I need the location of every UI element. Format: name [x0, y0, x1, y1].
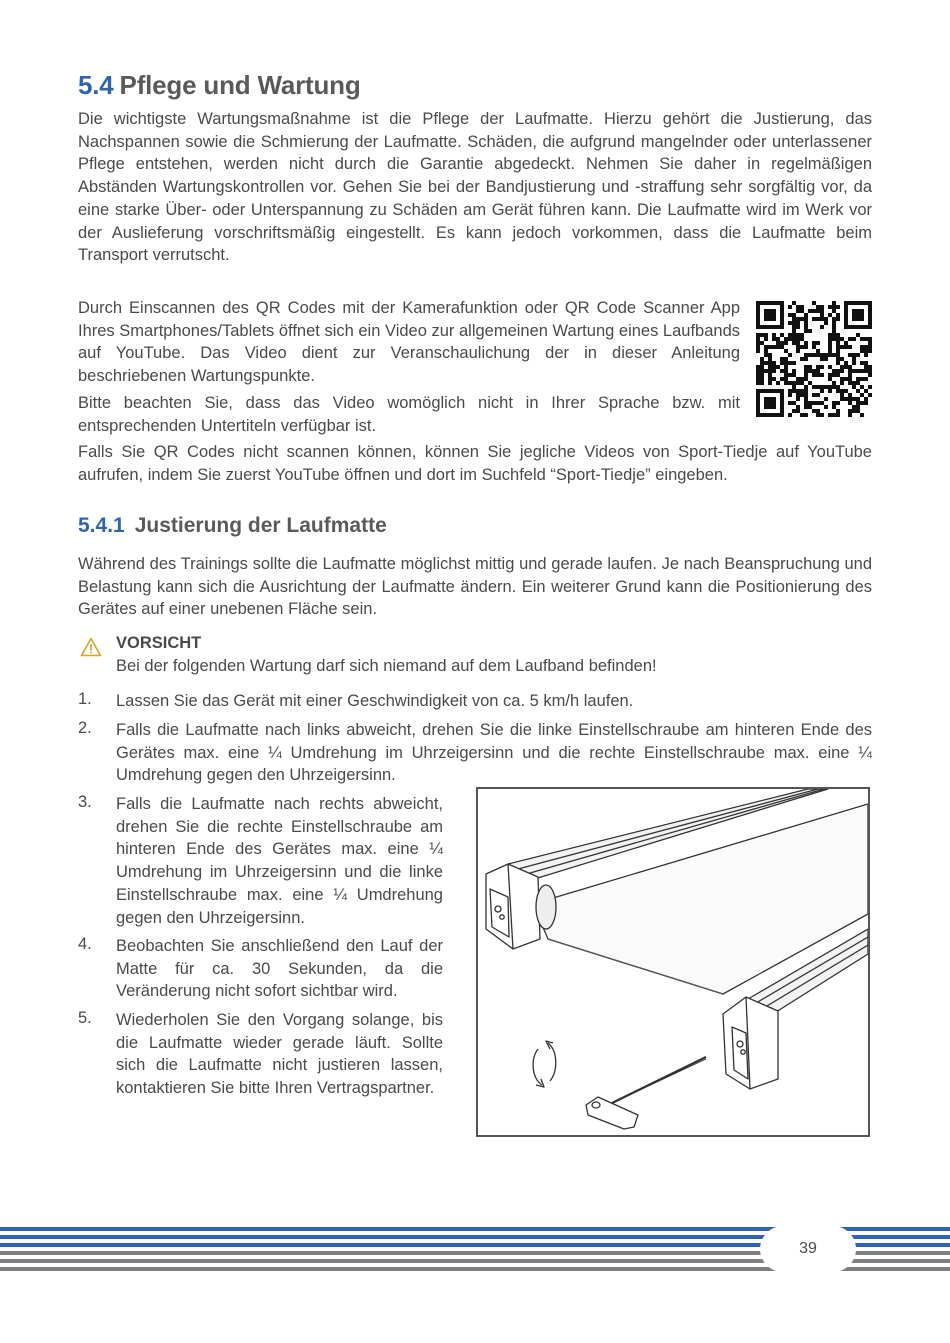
step-number: 4.	[78, 935, 92, 953]
step-text: Wiederholen Sie den Vorgang solange, bis die Laufmatte wieder gerade läuft. Sollte sich die Laufmatte nicht justieren lassen, kontaktieren Sie bitte Ihren Vertragspartner.	[116, 1011, 443, 1098]
qr-code-icon[interactable]	[756, 301, 872, 417]
step-text: Beobachten Sie anschließend den Lauf der Matte für ca. 30 Sekunden, da die Veränderung nicht sofort sichtbar wird.	[116, 937, 443, 1001]
step-number: 1.	[78, 690, 92, 708]
step-text: Falls die Laufmatte nach rechts abweicht, drehen Sie die rechte Einstellschraube am hinteren Ende des Gerätes max. eine ¼ Umdrehung im Uhrzeigersinn und die linke Einstellschraube max. eine ¼ Umdrehung gegen den Uhrzeigersinn.	[116, 795, 443, 927]
step-number: 2.	[78, 719, 92, 737]
youtube-note-paragraph: Falls Sie QR Codes nicht scannen können, können Sie jegliche Videos von Sport-Tiedje auf YouTube aufrufen, indem Sie zuerst YouTube öffnen und dort im Suchfeld “Sport-Tiedje” eingeben.	[78, 443, 872, 484]
subsection-title: Justierung der Laufmatte	[134, 514, 387, 537]
section-heading	[78, 70, 361, 101]
page-number: 39	[760, 1226, 856, 1272]
treadmill-drawing	[478, 789, 868, 1135]
caution-title: VORSICHT	[116, 634, 202, 652]
caution-text: Bei der folgenden Wartung darf sich niemand auf dem Laufband befinden!	[116, 657, 657, 675]
qr-description-paragraph: Durch Einscannen des QR Codes mit der Kamerafunktion oder QR Code Scanner App Ihres Smartphones/Tablets öffnet sich ein Video zur allgemeinen Wartung eines Laufbands auf YouTube. Das Video dient zur Veranschaulichung der in dieser Anleitung beschriebenen Wartungspunkte.	[78, 299, 740, 386]
warning-triangle-icon	[80, 637, 102, 657]
language-note-paragraph: Bitte beachten Sie, dass das Video womöglich nicht in Ihrer Sprache bzw. mit entsprechenden Untertiteln verfügbar ist.	[78, 394, 740, 435]
section-title: Pflege und Wartung	[119, 70, 361, 100]
subsection-intro-paragraph: Während des Trainings sollte die Laufmatte möglichst mittig und gerade laufen. Je nach Beanspruchung und Belastung kann sich die Ausrichtung der Laufmatte ändern. Ein weiterer Grund kann die Positionierung des Gerätes auf einer unebenen Fläche sein.	[78, 555, 872, 619]
section-intro-paragraph: Die wichtigste Wartungsmaßnahme ist die Pflege der Laufmatte. Hierzu gehört die Justierung, das Nachspannen sowie die Schmierung der Laufmatte. Schäden, die aufgrund mangelnder oder unterlassener Pflege entstehen, werden nicht durch die Garantie abgedeckt. Nehmen Sie daher in regelmäßigen Abständen Wartungskontrollen vor. Gehen Sie bei der Bandjustierung und -straffung sehr sorgfältig vor, da eine starke Über- oder Unterspannung zu Schäden am Gerät führen kann. Die Laufmatte wird im Werk vor der Auslieferung vorschriftsmäßig eingestellt. Es kann jedoch vorkommen, dass die Laufmatte beim Transport verrutscht.	[78, 110, 872, 265]
step-number: 3.	[78, 793, 92, 811]
step-number: 5.	[78, 1009, 92, 1027]
subsection-number: 5.4.1	[78, 514, 125, 537]
step-text: Lassen Sie das Gerät mit einer Geschwindigkeit von ca. 5 km/h laufen.	[116, 692, 634, 710]
treadmill-adjustment-illustration	[476, 787, 870, 1137]
step-text: Falls die Laufmatte nach links abweicht, drehen Sie die linke Einstellschraube am hinteren Ende des Gerätes max. eine ¼ Umdrehung im Uhrzeigersinn und die rechte Einstellschraube max. eine ¼ Umdrehung gegen den Uhrzeigersinn.	[116, 721, 872, 785]
subsection-heading	[78, 514, 387, 538]
section-number: 5.4	[78, 70, 114, 100]
